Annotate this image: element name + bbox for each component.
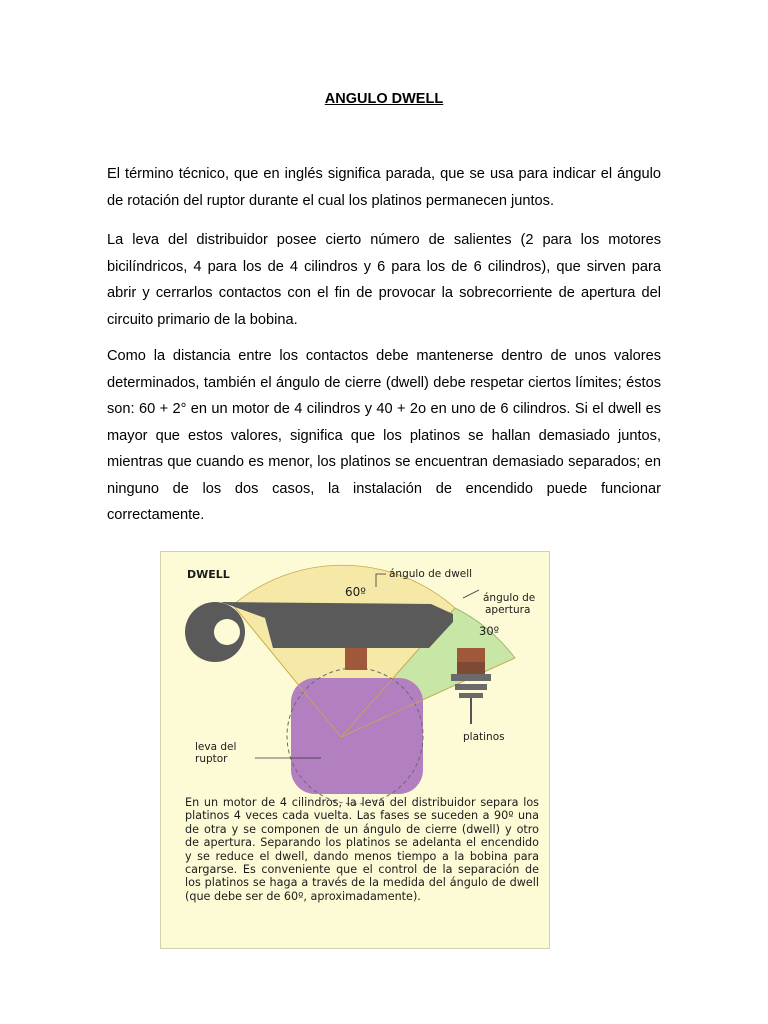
platinos-plate-3 (459, 693, 483, 698)
contact-upper (457, 648, 485, 662)
paragraph-1: El término técnico, que en inglés significa parada, que se usa para indicar el ángulo de rotación del ruptor durante el cual los platinos permanecen juntos. (107, 166, 661, 209)
paragraph-3: Como la distancia entre los contactos debe mantenerse dentro de unos valores determinados, también el ángulo de cierre (dwell) debe respetar ciertos límites; éstos son: 60 + 2° en un motor de 4 cilindros y 40 + 2o en uno de 6 cilindros. Si el dwell es mayor que estos valores, significa que los platinos se hallan demasiado juntos, mientras que cuando es menor, los platinos se encuentran demasiado separados; en ninguno de los dos casos, la instalación de encendido puede funcionar correctamente. (107, 348, 661, 523)
page-title: ANGULO DWELL (324, 91, 444, 107)
platinos-plate-1 (451, 674, 491, 681)
cam-label-line2: ruptor (195, 753, 228, 765)
platinos-plate-2 (455, 684, 487, 690)
figure-heading: DWELL (187, 568, 230, 581)
dwell-angle-label: ángulo de dwell (389, 568, 473, 580)
lever-pivot-hole (214, 619, 240, 645)
rubbing-block (345, 648, 367, 670)
dwell-angle-value: 60º (345, 585, 366, 599)
cam-label-line1: leva del (195, 741, 237, 753)
contact-lower (457, 662, 485, 674)
cam-lobe (291, 678, 423, 794)
opening-angle-label-line1: ángulo de (483, 592, 536, 604)
figure-caption: En un motor de 4 cilindros, la leva del distribuidor separa los platinos 4 veces cada vuelta. Las fases se suceden a 90º una de otra y se componen de un ángulo de cierre (dwell) y otro de apertura. Separando los platinos se adelanta el encendido y se reduce el dwell, dando menos tiempo a la bobina para cargarse. Es conveniente que el control de la separación de los platinos se haga a través de la medida del ángulo de dwell (que debe ser de 60º, aproximadamente). (185, 796, 539, 903)
opening-angle-label-line2: apertura (485, 604, 531, 616)
platinos-label: platinos (463, 731, 505, 743)
paragraph-2: La leva del distribuidor posee cierto número de salientes (2 para los motores bicilíndricos, 4 para los de 4 cilindros y 6 para los de 6 cilindros), que sirven para abrir y cerrarlos contactos con el fin de provocar la sobrecorriente de apertura del circuito primario de la bobina. (107, 232, 661, 328)
dwell-figure (160, 551, 550, 949)
opening-angle-value: 30º (479, 624, 500, 638)
opening-label-leader (463, 590, 479, 598)
